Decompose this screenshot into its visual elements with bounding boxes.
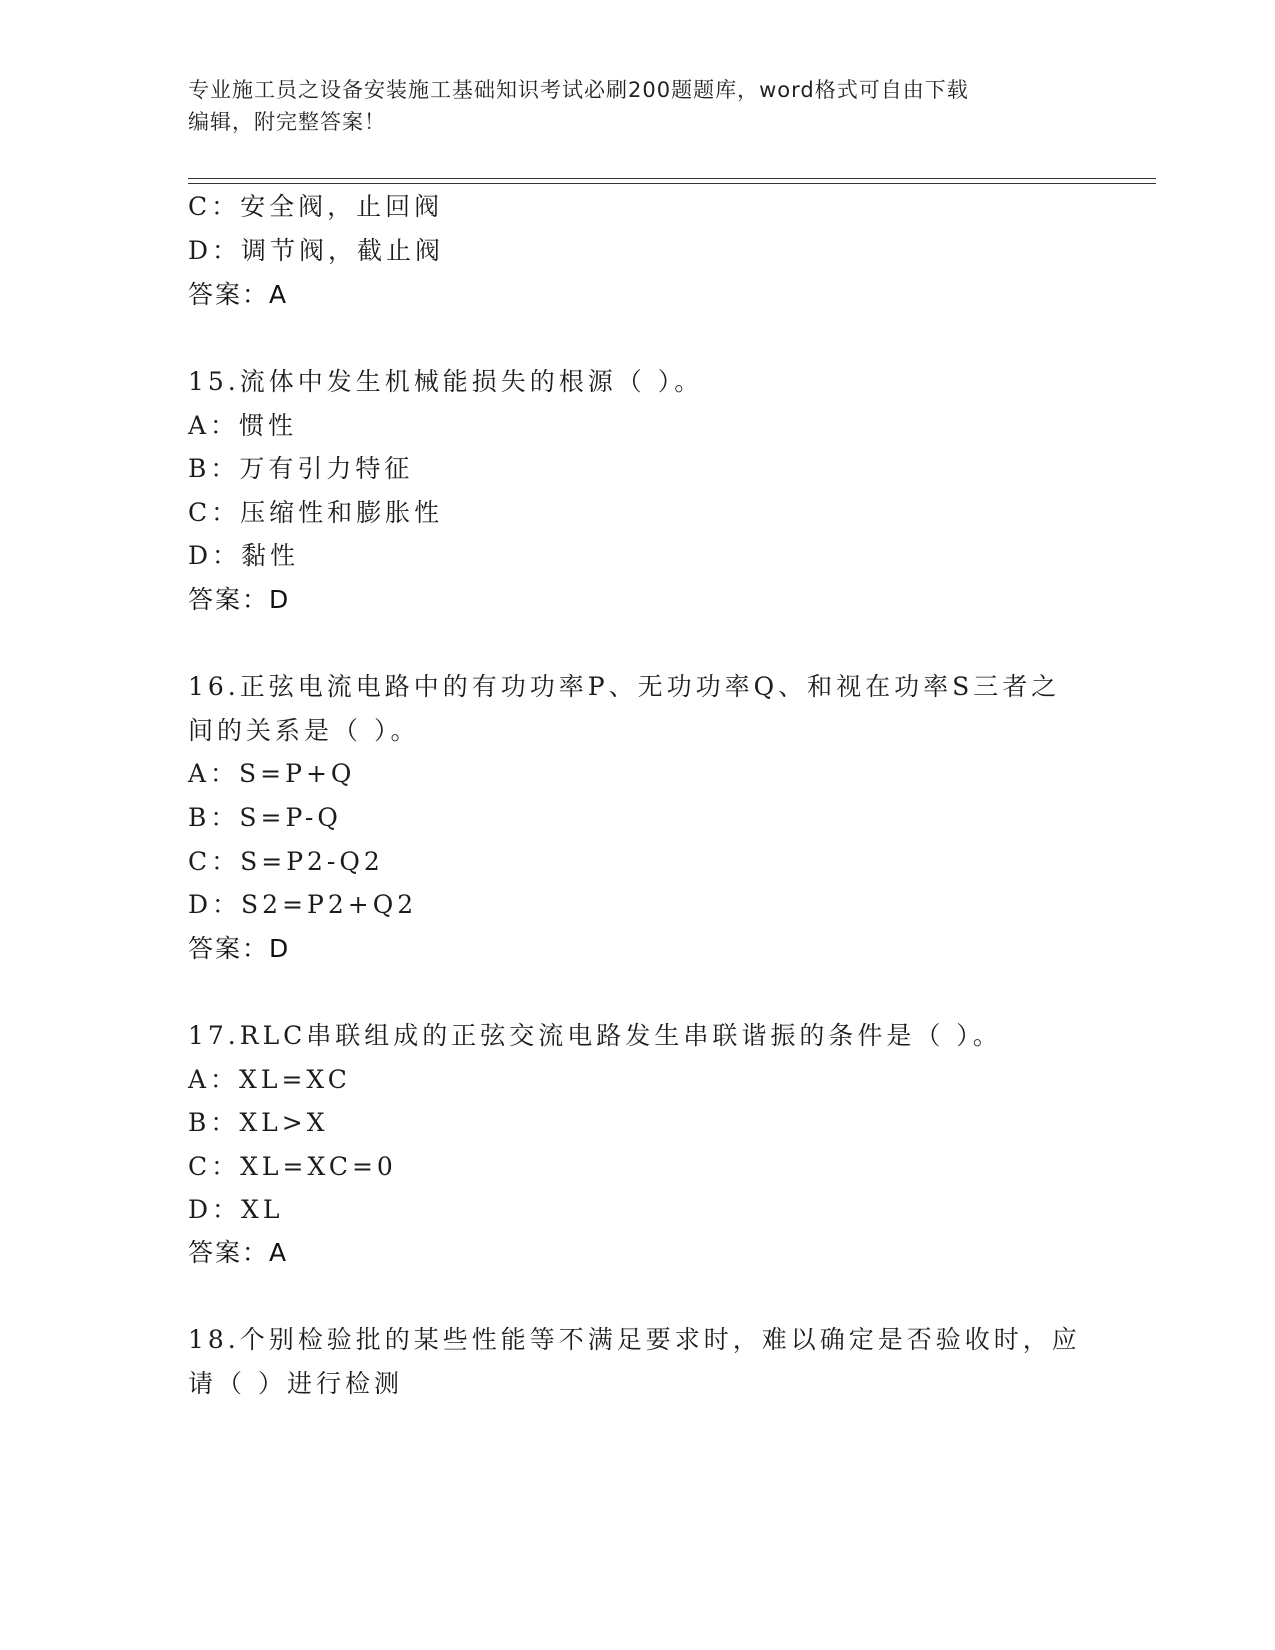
header-divider-top: [188, 178, 1156, 179]
q14-option-d: D：调节阀，截止阀: [188, 236, 445, 265]
q15-question: 15.流体中发生机械能损失的根源（ ）。: [188, 367, 704, 396]
q18-question-line-2: 请（ ）进行检测: [188, 1369, 403, 1398]
q15-option-b: B：万有引力特征: [188, 454, 414, 483]
q16-option-b: B：S=P-Q: [188, 803, 342, 832]
header-divider-bottom: [188, 183, 1156, 184]
header-line-1: 专业施工员之设备安装施工基础知识考试必刷200题题库，word格式可自由下载: [188, 78, 969, 102]
q17-question: 17.RLC串联组成的正弦交流电路发生串联谐振的条件是（ ）。: [188, 1021, 1002, 1050]
q14-answer: 答案：A: [188, 280, 289, 309]
header-line-2: 编辑，附完整答案！: [188, 110, 386, 134]
q16-question-line-2: 间的关系是（ ）。: [188, 716, 420, 745]
q15-answer: 答案：D: [188, 585, 291, 614]
q16-option-d: D：S2=P2+Q2: [188, 890, 418, 919]
q17-option-a: A：XL=XC: [188, 1065, 351, 1094]
q16-answer: 答案：D: [188, 934, 291, 963]
q17-answer: 答案：A: [188, 1238, 289, 1267]
q15-option-c: C：压缩性和膨胀性: [188, 498, 444, 527]
q16-option-a: A：S=P+Q: [188, 759, 356, 788]
q17-option-d: D：XL: [188, 1195, 284, 1224]
q15-option-a: A：惯性: [188, 411, 298, 440]
q17-option-c: C：XL=XC=0: [188, 1152, 397, 1181]
q16-question-line-1: 16.正弦电流电路中的有功功率P、无功功率Q、和视在功率S三者之: [188, 672, 1061, 701]
q18-question-line-1: 18.个别检验批的某些性能等不满足要求时，难以确定是否验收时，应: [188, 1325, 1081, 1354]
q17-option-b: B：XL>X: [188, 1108, 329, 1137]
document-header: [188, 74, 1088, 138]
q16-option-c: C：S=P2-Q2: [188, 847, 384, 876]
q15-option-d: D：黏性: [188, 541, 300, 570]
q14-option-c: C：安全阀，止回阀: [188, 192, 444, 221]
